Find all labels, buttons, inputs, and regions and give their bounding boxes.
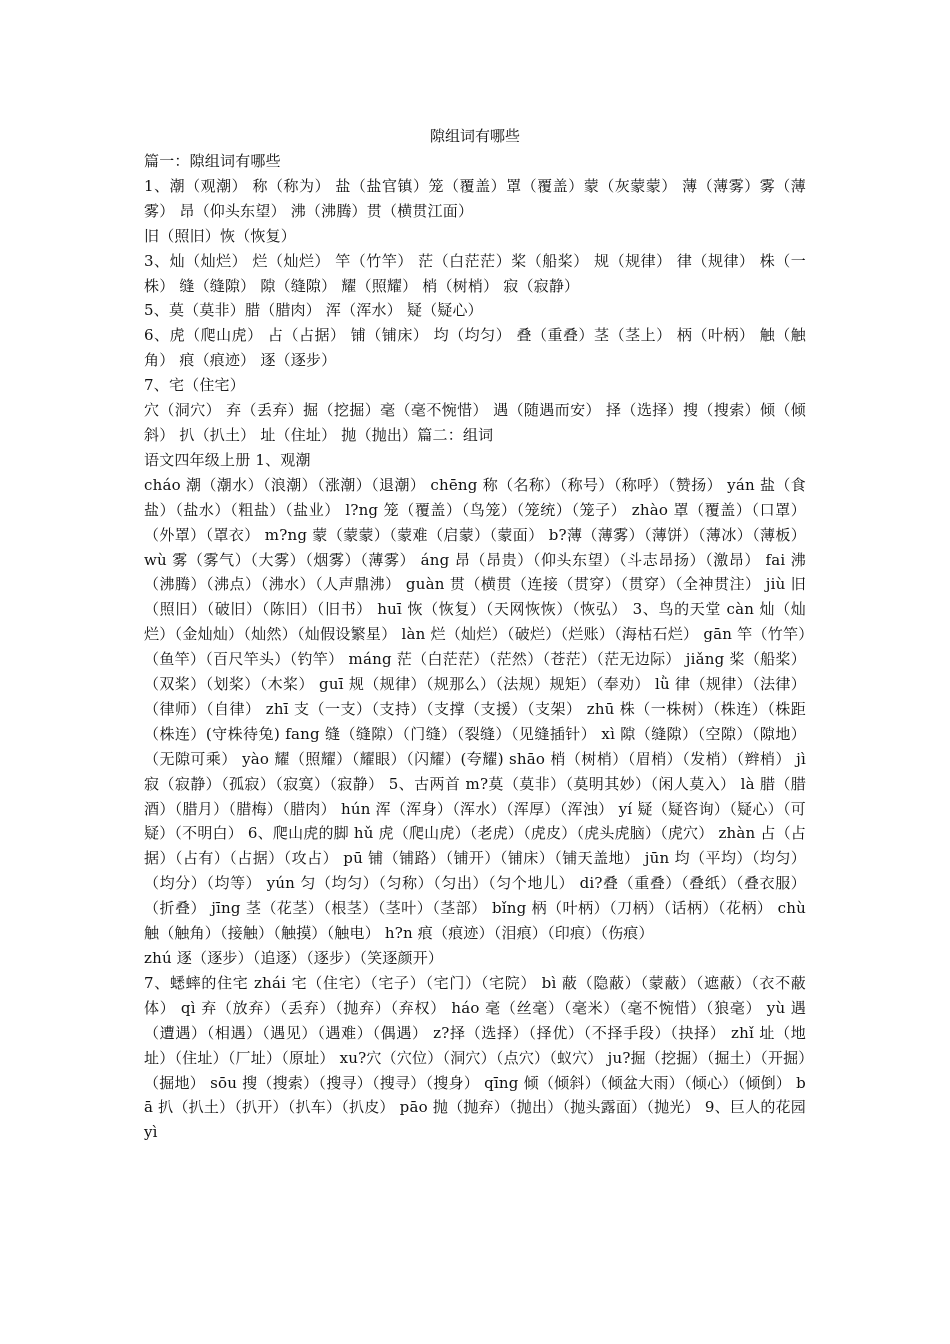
paragraph: 旧（照旧）恢（恢复） bbox=[144, 226, 297, 245]
paragraph-heading: 篇一：隙组词有哪些 bbox=[144, 152, 281, 170]
document-title: 隙组词有哪些 bbox=[429, 127, 520, 145]
paragraph: 穴（洞穴） 弃（丢弃）掘（挖掘）毫（毫不惋惜） 遇（随遇而安） 择（选择）搜（搜索）倾（倾斜） 扒（扒土） 址（住址） 抛（抛出）篇二：组词 bbox=[144, 401, 806, 444]
paragraph: 3、灿（灿烂） 烂（灿烂） 竿（竹竿） 茫（白茫茫）桨（船桨） 规（规律） 律（规律） 株（一株） 缝（缝隙） 隙（缝隙） 耀（照耀） 梢（树梢） 寂（寂静） bbox=[144, 251, 806, 295]
paragraph: cháo 潮（潮水）（浪潮）（涨潮）（退潮） chēng 称（名称）（称号）（称呼）（赞扬） yán 盐（食盐）（盐水）（粗盐）（盐业） l?ng 笼（覆盖）（鸟笼）（笼统）（笼子） zhào 罩（覆盖）（口罩）（外罩）（罩衣） m?ng 蒙（蒙蒙）（蒙难（启蒙）（蒙面） b?薄（薄雾）（薄饼）（薄冰）（薄板） wù 雾（雾气）（大雾）（烟雾）（薄雾） áng 昂（昂贵）（仰头东望）（斗志昂扬）（激昂） fai 沸（沸腾）（沸点）（沸水）（人声鼎沸） guàn 贯（横贯（连接（贯穿）（贯穿）（全神贯注） jiù 旧（照旧）（破旧）（陈旧）（旧书） huī 恢（恢复）（天网恢恢）（恢弘） 3、鸟的天堂 càn 灿（灿烂）（金灿灿）（灿然）（灿假设繁星） làn 烂（灿烂）（破烂）（烂账）（海枯石烂） gān 竿（竹竿）（鱼竿）（百尺竿头）（钓竿） máng 茫（白茫茫）（茫然）（苍茫）（茫无边际） jiǎng 桨（船桨）（双桨）（划桨）（木桨） guī 规（规律）（规那么）（法规）规矩）（奉劝） lǜ 律（规律）（法律）（律师）（自律） zhī 支（一支）（支持）（支撑（支援）（支架） zhū 株（一株树）（株连）（株距（株连）(守株待兔) fang 缝（缝隙）（门缝）（裂缝）（见缝插针） xì 隙（缝隙）（空隙）（隙地）（无隙可乘） yào 耀（照耀）（耀眼）（闪耀）(夸耀) shāo 梢（树梢）（眉梢）（发梢）（辫梢） jì 寂（寂静）（孤寂）（寂寞）（寂静） 5、古两首 m?莫（莫非）（莫明其妙）（闲人莫入） là 腊（腊酒）（腊月）（腊梅）（腊肉） hún 浑（浑身）（浑水）（浑厚）（浑浊） yí 疑（疑咨询）（疑心）（可疑）（不明白） 6、爬山虎的脚 hǔ 虎（爬山虎）（老虎）（虎皮）（虎头虎脑）（虎穴） zhàn 占（占据）（占有）（占据）（攻占） pū 铺（铺路）（铺开）（铺床）（铺天盖地） jūn 均（平均）（均匀）（均分）（均等） yún 匀（均匀）（匀称）（匀出）（匀个地儿） di?叠（重叠）（叠纸）（叠衣服）（折叠） jīng 茎（花茎）（根茎）（茎叶）（茎部） bǐng 柄（叶柄）（刀柄）（话柄）（花柄） chù 触（触角）（接触）（触摸）（触电） h?n 痕（痕迹）（泪痕）（印痕）（伤痕） bbox=[144, 475, 806, 943]
paragraph: 1、潮（观潮） 称（称为） 盐（盐官镇）笼（覆盖）罩（覆盖）蒙（灰蒙蒙） 薄（薄雾）雾（薄雾） 昂（仰头东望） 沸（沸腾）贯（横贯江面） bbox=[144, 176, 806, 220]
paragraph: 语文四年级上册 1、观潮 bbox=[144, 450, 311, 469]
paragraph: 7、蟋蟀的住宅 zhái 宅（住宅）（宅子）（宅门）（宅院） bì 蔽（隐蔽）（蒙蔽）（遮蔽）（衣不蔽体） qì 弃（放弃）（丢弃）（抛弃）（弃权） háo 毫（丝毫）（毫米）（毫不惋惜）（狼毫） yù 遇（遭遇）（相遇）（遇见）（遇难）（偶遇） z?择（选择）（择优）（不择手段）（抉择） zhǐ 址（地址）（住址）（厂址）（原址） xu?穴（穴位）（洞穴）（点穴）（蚁穴） ju?掘（挖掘）（掘土）（开掘）（掘地） sōu 搜（搜索）（搜寻）（搜寻）（搜身） qīng 倾（倾斜）（倾盆大雨）（倾心）（倾倒） bā 扒（扒土）（扒开）（扒车）（扒皮） pāo 抛（抛弃）（抛出）（抛头露面）（抛光） 9、巨人的花园 yì bbox=[144, 973, 806, 1142]
paragraph: 6、虎（爬山虎） 占（占据） 铺（铺床） 均（均匀） 叠（重叠）茎（茎上） 柄（叶柄） 触（触角） 痕（痕迹） 逐（逐步） bbox=[144, 326, 806, 370]
paragraph: 5、莫（莫非）腊（腊肉） 浑（浑水） 疑（疑心） bbox=[144, 301, 483, 320]
document-body bbox=[144, 149, 806, 1145]
paragraph: 7、宅（住宅） bbox=[144, 376, 245, 395]
paragraph: zhú 逐（逐步）（追逐）（逐步）（笑逐颜开） bbox=[144, 949, 444, 967]
